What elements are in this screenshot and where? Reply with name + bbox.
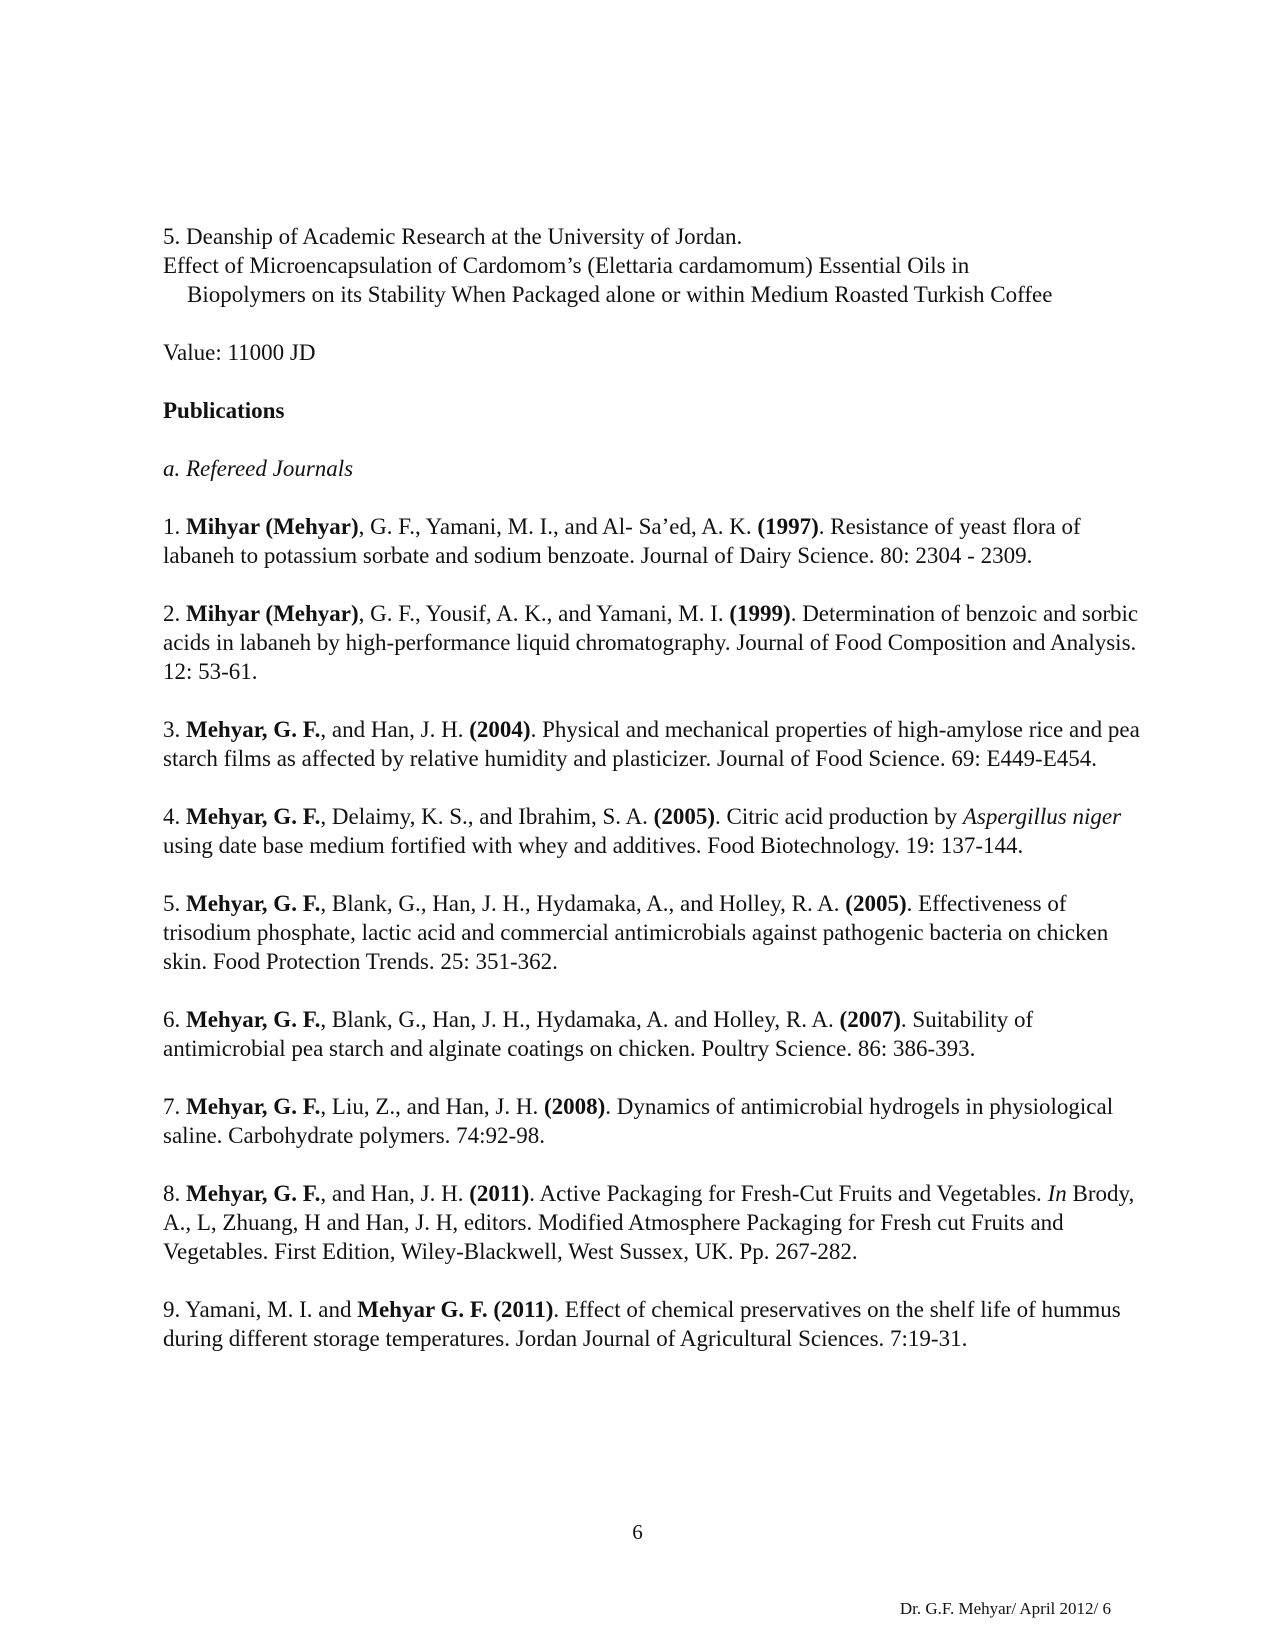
pub-authors: Yamani, M. I. and bbox=[185, 1297, 358, 1322]
spacer bbox=[163, 686, 1153, 715]
spacer bbox=[163, 425, 1153, 454]
pub-number: 8. bbox=[163, 1181, 186, 1206]
pub-number: 7. bbox=[163, 1094, 186, 1119]
pub-number: 4. bbox=[163, 804, 186, 829]
spacer bbox=[163, 309, 1153, 338]
pub-author-bold: Mehyar, G. F. bbox=[186, 1007, 321, 1032]
pub-year: (2005) bbox=[845, 891, 907, 916]
publication-item bbox=[163, 889, 1153, 976]
pub-text: . Resistance of yeast flora of labaneh to potassium sorbate and sodium benzoate. Journal of Dairy Science. 80: 2304 - 2309. bbox=[163, 514, 1081, 568]
publication-item bbox=[163, 1092, 1153, 1150]
pub-authors: , Delaimy, K. S., and Ibrahim, S. A. bbox=[320, 804, 654, 829]
subsection-title: a. Refereed Journals bbox=[163, 456, 354, 481]
spacer bbox=[163, 367, 1153, 396]
pub-year: (1999) bbox=[729, 601, 791, 626]
pub-text: . Physical and mechanical properties of high-amylose rice and pea starch films as affected by relative humidity and plasticizer. Journal of Food Science. 69: E449-E454. bbox=[163, 717, 1140, 771]
pub-number: 2. bbox=[163, 601, 186, 626]
publication-item bbox=[163, 599, 1153, 686]
pub-authors: , G. F., Yamani, M. I., and Al- Sa’ed, A. K. bbox=[358, 514, 758, 539]
grant-value: Value: 11000 JD bbox=[163, 340, 316, 365]
pub-author-bold: Mehyar, G. F. bbox=[186, 1094, 321, 1119]
pub-text: . Active Packaging for Fresh-Cut Fruits and Vegetables. bbox=[529, 1181, 1048, 1206]
pub-year: (2004) bbox=[469, 717, 531, 742]
pub-text: . Dynamics of antimicrobial hydrogels in physiological saline. Carbohydrate polymers. 74:92-98. bbox=[163, 1094, 1114, 1148]
pub-authors: , Blank, G., Han, J. H., Hydamaka, A., and Holley, R. A. bbox=[320, 891, 846, 916]
pub-authors: , and Han, J. H. bbox=[320, 717, 470, 742]
page-footer: Dr. G.F. Mehyar/ April 2012/ 6 bbox=[899, 1599, 1111, 1618]
pub-number: 3. bbox=[163, 717, 186, 742]
pub-text-continued: Brody, A., L, Zhuang, H and Han, J. H, editors. Modified Atmosphere Packaging for Fresh cut Fruits and Vegetables. First Edition, Wiley-Blackwell, West Sussex, UK. Pp. 267-282. bbox=[163, 1181, 1135, 1264]
publication-item bbox=[163, 802, 1153, 860]
pub-number: 5. bbox=[163, 891, 186, 916]
spacer bbox=[163, 773, 1153, 802]
pub-author-bold: Mehyar, G. F. bbox=[186, 804, 321, 829]
pub-year: (2008) bbox=[543, 1094, 606, 1119]
pub-author-bold: Mehyar, G. F. bbox=[186, 891, 321, 916]
pub-year: (2007) bbox=[839, 1007, 901, 1032]
pub-in-italic: In bbox=[1047, 1181, 1067, 1206]
pub-text: . Citric acid production by bbox=[714, 804, 963, 829]
spacer bbox=[163, 1266, 1153, 1295]
publication-item bbox=[163, 1179, 1153, 1266]
publication-item bbox=[163, 1295, 1153, 1353]
pub-number: 9. bbox=[163, 1297, 186, 1322]
pub-species-italic: Aspergillus niger bbox=[962, 804, 1122, 829]
grant-line-1: 5. Deanship of Academic Research at the University of Jordan. bbox=[163, 224, 743, 249]
spacer bbox=[163, 976, 1153, 1005]
publication-item bbox=[163, 715, 1153, 773]
pub-number: 1. bbox=[163, 514, 186, 539]
pub-year: (1997) bbox=[757, 514, 819, 539]
pub-text-continued: using date base medium fortified with whey and additives. Food Biotechnology. 19: 137-144. bbox=[163, 833, 1024, 858]
pub-text: . Effect of chemical preservatives on the shelf life of hummus during different storage temperatures. Jordan Journal of Agricultural Sciences. 7:19-31. bbox=[163, 1297, 1121, 1351]
pub-authors: , Blank, G., Han, J. H., Hydamaka, A. and Holley, R. A. bbox=[320, 1007, 840, 1032]
section-title: Publications bbox=[163, 398, 285, 423]
grant-title-line-2: Biopolymers on its Stability When Packaged alone or within Medium Roasted Turkish Coffee bbox=[187, 282, 1053, 307]
pub-year: (2005) bbox=[653, 804, 715, 829]
page-number: 6 bbox=[632, 1520, 643, 1544]
grant-title-line-1: Effect of Microencapsulation of Cardomom’s (Elettaria cardamomum) Essential Oils in bbox=[163, 253, 970, 278]
pub-author-bold: Mehyar, G. F. bbox=[186, 717, 321, 742]
spacer bbox=[163, 1150, 1153, 1179]
publication-item bbox=[163, 512, 1153, 570]
spacer bbox=[163, 860, 1153, 889]
pub-number: 6. bbox=[163, 1007, 186, 1032]
spacer bbox=[163, 1063, 1153, 1092]
pub-authors: , and Han, J. H. bbox=[320, 1181, 470, 1206]
pub-authors: , G. F., Yousif, A. K., and Yamani, M. I. bbox=[358, 601, 730, 626]
pub-author-bold: Mihyar (Mehyar) bbox=[186, 514, 359, 539]
pub-author-bold: Mihyar (Mehyar) bbox=[186, 601, 359, 626]
pub-text: . Determination of benzoic and sorbic acids in labaneh by high-performance liquid chromatography. Journal of Food Composition and Analysis. 12: 53-61. bbox=[163, 601, 1139, 684]
pub-author-bold: Mehyar, G. F. bbox=[186, 1181, 321, 1206]
pub-author-bold: Mehyar G. F. (2011) bbox=[357, 1297, 554, 1322]
pub-text: . Effectiveness of trisodium phosphate, lactic acid and commercial antimicrobials against pathogenic bacteria on chicken skin. Food Protection Trends. 25: 351-362. bbox=[163, 891, 1109, 974]
pub-year: (2011) bbox=[469, 1181, 530, 1206]
pub-authors: , Liu, Z., and Han, J. H. bbox=[320, 1094, 544, 1119]
spacer bbox=[163, 483, 1153, 512]
spacer bbox=[163, 570, 1153, 599]
publication-item bbox=[163, 1005, 1153, 1063]
pub-text: . Suitability of antimicrobial pea starch and alginate coatings on chicken. Poultry Science. 86: 386-393. bbox=[163, 1007, 1034, 1061]
page-content bbox=[163, 222, 1153, 1353]
